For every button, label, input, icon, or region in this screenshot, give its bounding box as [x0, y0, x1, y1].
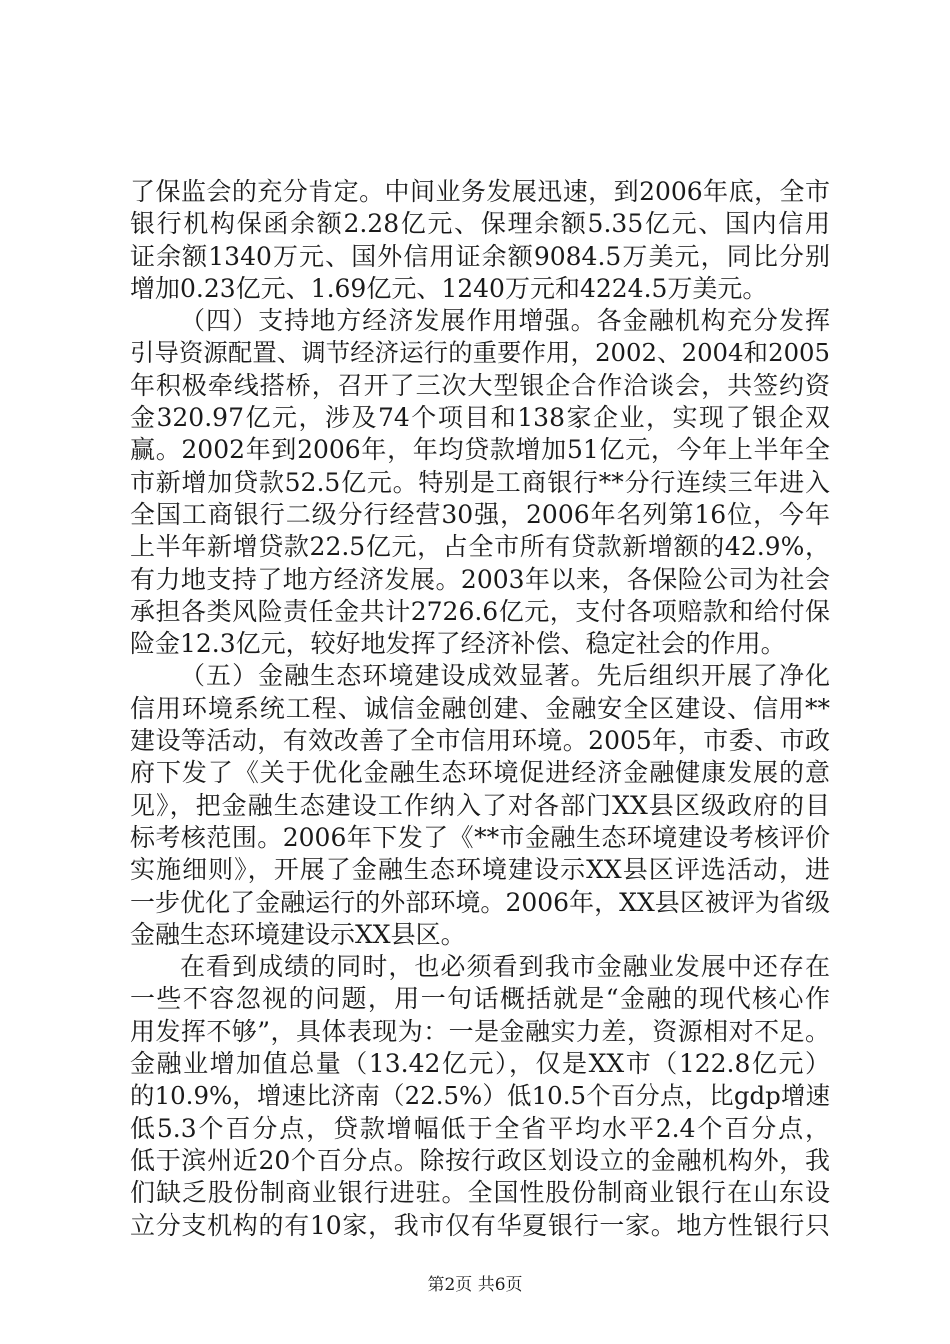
- page-footer: [0, 1270, 950, 1295]
- text-line: 上半年新增贷款22.5亿元，占全市所有贷款新增额的42.9%，: [130, 532, 830, 562]
- text-line: 用发挥不够”，具体表现为：一是金融实力差，资源相对不足。: [130, 1016, 830, 1046]
- page-number-label: 第2页 共6页: [427, 1275, 523, 1295]
- text-line: 一步优化了金融运行的外部环境。2006年，XX县区被评为省级: [130, 887, 830, 917]
- text-line: 市新增加贷款52.5亿元。特别是工商银行**分行连续三年进入: [130, 467, 830, 497]
- text-line: 银行机构保函余额2.28亿元、保理余额5.35亿元、国内信用: [130, 209, 830, 239]
- text-line: 信用环境系统工程、诚信金融创建、金融安全区建设、信用**: [130, 693, 830, 723]
- text-line: 金融业增加值总量（13.42亿元），仅是XX市（122.8亿元）: [130, 1049, 830, 1079]
- text-line: 府下发了《关于优化金融生态环境促进经济金融健康发展的意: [130, 758, 830, 788]
- text-line: 金融生态环境建设示XX县区。: [130, 919, 466, 949]
- text-line: 了保监会的充分肯定。中间业务发展迅速，到2006年底，全市: [130, 177, 830, 206]
- text-line: 有力地支持了地方经济发展。2003年以来，各保险公司为社会: [130, 564, 830, 594]
- text-line: 建设等活动，有效改善了全市信用环境。2005年，市委、市政: [130, 726, 830, 756]
- text-line: 标考核范围。2006年下发了《**市金融生态环境建设考核评价: [130, 822, 830, 852]
- text-line: 的10.9%，增速比济南（22.5%）低10.5个百分点，比gdp增速: [130, 1081, 830, 1111]
- text-line: 们缺乏股份制商业银行进驻。全国性股份制商业银行在山东设: [130, 1178, 830, 1208]
- text-line: 实施细则》，开展了金融生态环境建设示XX县区评选活动，进: [130, 855, 830, 885]
- text-line: 险金12.3亿元，较好地发挥了经济补偿、稳定社会的作用。: [130, 629, 786, 659]
- body-text: [130, 176, 830, 1242]
- text-line: 立分支机构的有10家，我市仅有华夏银行一家。地方性银行只: [130, 1210, 830, 1240]
- text-line: 增加0.23亿元、1.69亿元、1240万元和4224.5万美元。: [130, 273, 768, 303]
- text-line: 见》，把金融生态建设工作纳入了对各部门XX县区级政府的目: [130, 790, 830, 820]
- text-line: 一些不容忽视的问题，用一句话概括就是“金融的现代核心作: [130, 984, 830, 1014]
- text-line: 低5.3个百分点，贷款增幅低于全省平均水平2.4个百分点，: [130, 1113, 830, 1143]
- text-line: 赢。2002年到2006年，年均贷款增加51亿元，今年上半年全: [130, 435, 830, 465]
- text-line: 全国工商银行二级分行经营30强，2006年名列第16位，今年: [130, 499, 830, 529]
- text-line: 引导资源配置、调节经济运行的重要作用，2002、2004和2005: [130, 338, 830, 368]
- text-line: （四）支持地方经济发展作用增强。各金融机构充分发挥: [180, 306, 830, 336]
- text-line: （五）金融生态环境建设成效显著。先后组织开展了净化: [180, 661, 830, 691]
- text-line: 在看到成绩的同时，也必须看到我市金融业发展中还存在: [180, 952, 830, 982]
- text-line: 年积极牵线搭桥，召开了三次大型银企合作洽谈会，共签约资: [130, 370, 830, 400]
- text-line: 承担各类风险责任金共计2726.6亿元，支付各项赔款和给付保: [130, 596, 830, 626]
- text-line: 证余额1340万元、国外信用证余额9084.5万美元，同比分别: [130, 241, 830, 271]
- text-line: 低于滨州近20个百分点。除按行政区划设立的金融机构外，我: [130, 1145, 830, 1175]
- text-line: 金320.97亿元，涉及74个项目和138家企业，实现了银企双: [130, 403, 830, 433]
